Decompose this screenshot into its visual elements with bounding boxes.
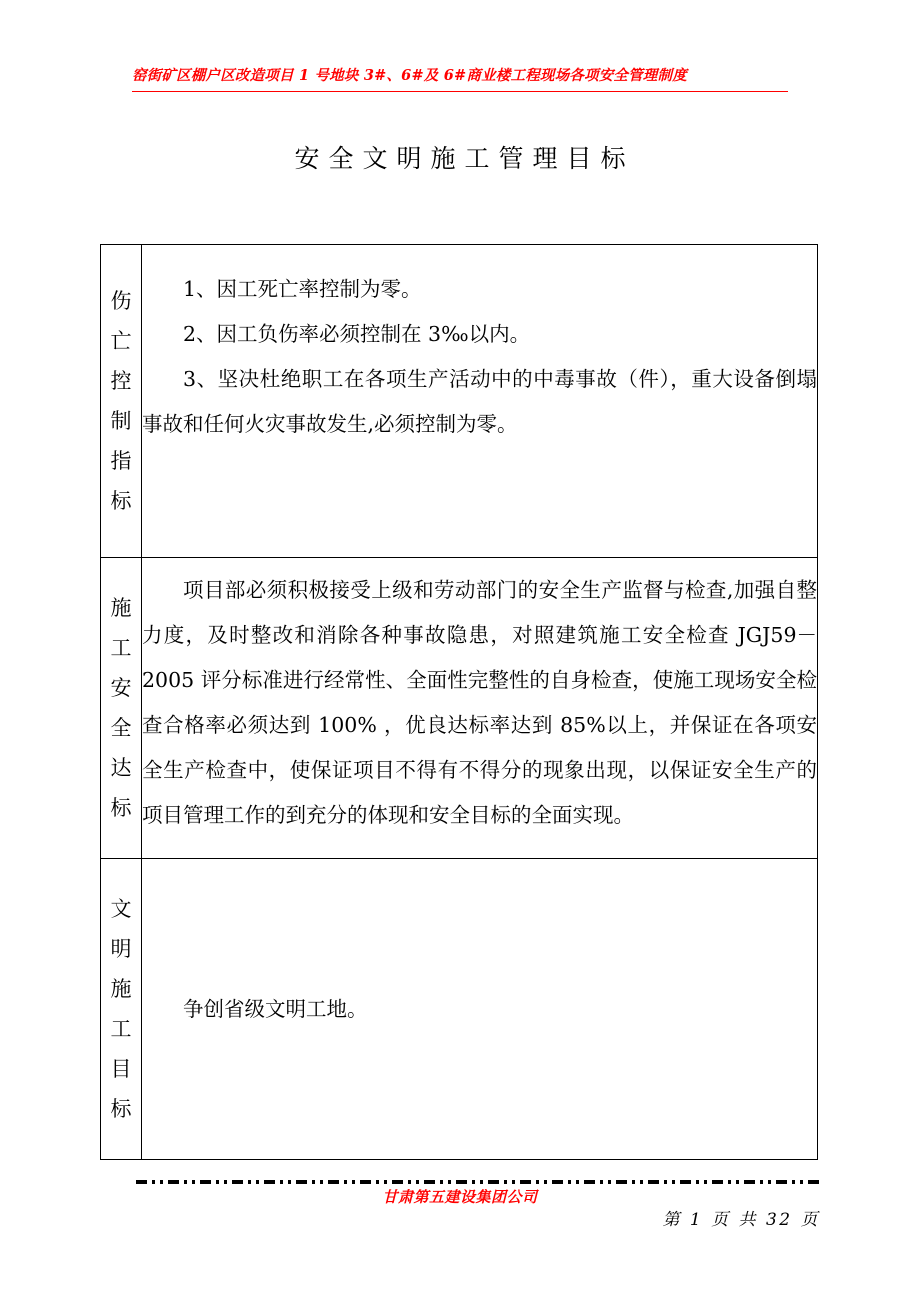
footer-page-number: 第 1 页 共 32 页 (662, 1210, 820, 1230)
goal-item: 争创省级文明工地。 (183, 996, 368, 1021)
goal-item: 1、因工死亡率控制为零。 (183, 277, 422, 301)
table-row (101, 859, 818, 1160)
row-body-cell-standard (142, 558, 818, 859)
goal-item: 3、坚决杜绝职工在各项生产活动中的中毒事故（件），重大设备倒塌事故和任何火灾事故发生,必须控制为零。 (142, 367, 817, 436)
running-header (132, 66, 788, 92)
row-label-cell-standard (101, 558, 142, 859)
safety-goals-table (100, 244, 818, 1160)
row-label-text: 施工安全达标 (110, 596, 132, 820)
row-body-cell-injury (142, 245, 818, 558)
goal-item: 2、因工负伤率必须控制在 3‰以内。 (183, 322, 531, 346)
page-footer (0, 1170, 920, 1302)
table-row (101, 558, 818, 859)
page-title: 安全文明施工管理目标 (294, 144, 635, 173)
row-label-cell-injury (101, 245, 142, 558)
footer-divider (136, 1180, 820, 1184)
footer-company-name: 甘肃第五建设集团公司 (382, 1188, 538, 1206)
row-label-text: 文明施工目标 (110, 897, 132, 1121)
row-label-cell-civilized (101, 859, 142, 1160)
running-header-text: 窑街矿区棚户区改造项目 1 号地块 3#、6#及 6#商业楼工程现场各项安全管理制度 (132, 67, 687, 84)
row-body-cell-civilized (142, 859, 818, 1160)
row-label-text: 伤亡控制指标 (110, 289, 132, 513)
goal-item: 项目部必须积极接受上级和劳动部门的安全生产监督与检查,加强自整力度，及时整改和消除各种事故隐患，对照建筑施工安全检查 JGJ59－2005 评分标准进行经常性、全面性完整性的自身检查，使施工现场安全检查合格率必须达到 100% ，优良达标率达到 85%以上，并保证在各项安全生产检查中，使保证项目不得有不得分的现象出现，以保证安全生产的项目管理工作的到充分的体现和安全目标的全面实现。 (142, 578, 817, 827)
table-row (101, 245, 818, 558)
